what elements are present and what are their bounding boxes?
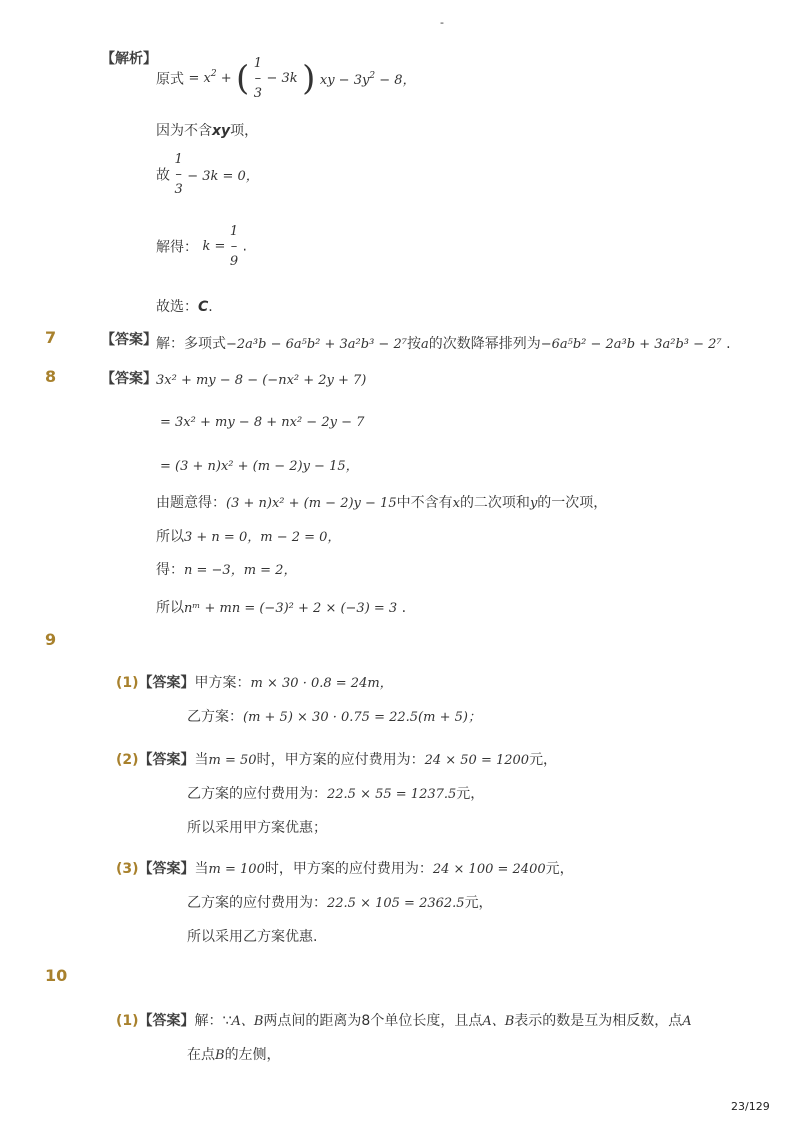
- points-ab: A、B: [231, 1014, 264, 1029]
- text-plan-a: 甲方案：: [194, 675, 251, 691]
- polynomial-expression: −2a³b − 6a⁵b² + 3a²b³ − 2⁷: [226, 337, 407, 352]
- text-linear: 的一次项，: [537, 495, 608, 511]
- q7-answer-line: [156, 333, 731, 353]
- q8-line-4: [156, 492, 607, 512]
- plan-b-expression: (m + 5) × 30 · 0.75 = 22.5(m + 5)；: [243, 710, 481, 725]
- fraction-numerator: 1: [174, 152, 183, 167]
- original-expression-label: 原式: [156, 71, 184, 88]
- header-mark: -: [440, 16, 444, 29]
- analysis-line-3: 故 1 – 3 − 3k = 0，: [156, 152, 259, 197]
- text-because: 解：∵: [194, 1013, 232, 1029]
- choice-letter: C: [198, 299, 209, 315]
- text-term: 项，: [230, 123, 259, 139]
- q9-part-3-conclusion: 所以采用乙方案优惠.: [187, 929, 318, 945]
- text-yuan: 元，: [545, 861, 574, 877]
- fraction-denominator: 3: [174, 182, 183, 197]
- text-given: 由题意得：: [156, 495, 226, 511]
- analysis-tag: 【解析】: [101, 51, 157, 67]
- plus-sign: +: [220, 71, 232, 86]
- text-plan-a-cost: 时，甲方案的应付费用为：: [256, 752, 425, 768]
- part-label: (3): [116, 861, 139, 877]
- text-yuan: 元，: [456, 786, 485, 802]
- part-label: (1): [116, 1013, 139, 1029]
- sorted-expression: −6a⁵b² − 2a³b + 3a²b³ − 2⁷: [540, 337, 722, 352]
- q8-expression: (3 + n)x² + (m − 2)y − 15: [226, 496, 397, 511]
- q10-part-1-line-2: [187, 1044, 281, 1064]
- q8-line-3: = (3 + n)x² + (m − 2)y − 15，: [160, 459, 359, 474]
- q8-result: nᵐ + mn = (−3)² + 2 × (−3) = 3: [184, 601, 398, 616]
- m-value: m = 100: [208, 862, 265, 877]
- text-so: 所以: [156, 529, 184, 545]
- plan-a-cost: 24 × 50 = 1200: [424, 753, 530, 768]
- period: .: [242, 238, 247, 255]
- q8-solution: n = −3，m = 2，: [184, 563, 297, 578]
- q8-line-6: [156, 559, 296, 579]
- text-descending: 的次数降幂排列为: [428, 336, 541, 352]
- analysis-line-5: [156, 296, 213, 316]
- page-number: 23/129: [731, 1100, 770, 1113]
- plan-b-cost: 22.5 × 55 = 1237.5: [327, 787, 457, 802]
- text-plan-b-cost: 乙方案的应付费用为：: [187, 895, 327, 911]
- m-value: m = 50: [208, 753, 257, 768]
- answer-tag: 【答案】: [101, 371, 157, 387]
- text-quadratic: 的二次项和: [459, 495, 530, 511]
- question-number-8: 8: [45, 367, 57, 386]
- equation-rest: − 3k = 0，: [187, 169, 259, 184]
- text-plan-a-cost: 时，甲方案的应付费用为：: [264, 861, 433, 877]
- point-a: A: [682, 1014, 692, 1029]
- text-polynomial: 解：多项式: [156, 336, 226, 352]
- variable-y: y: [529, 496, 538, 511]
- xy-variable: xy: [212, 123, 231, 139]
- q10-part-1-header: [116, 1010, 692, 1030]
- plan-a-expression: m × 30 · 0.8 = 24m，: [250, 676, 393, 691]
- q9-part-3-line-2: [187, 892, 493, 912]
- text-when: 当: [194, 861, 209, 877]
- text-yuan: 元，: [464, 895, 493, 911]
- text-distance: 两点间的距离为8个单位长度，且点: [263, 1013, 483, 1029]
- text-plan-b: 乙方案：: [187, 709, 243, 725]
- period: .: [208, 299, 213, 315]
- period: .: [401, 600, 407, 616]
- question-number-9: 9: [45, 630, 57, 649]
- text-because: 因为不含: [156, 123, 212, 139]
- expr-inner-term: − 3k: [266, 71, 298, 86]
- text-yuan: 元，: [529, 752, 558, 768]
- q9-part-2-line-2: [187, 783, 484, 803]
- period: .: [726, 336, 731, 352]
- q9-part-3-header: [116, 858, 574, 878]
- answer-tag: 【答案】: [138, 752, 195, 768]
- fraction-denominator: 3: [253, 86, 263, 101]
- text-when: 当: [194, 752, 209, 768]
- answer-tag: 【答案】: [138, 861, 195, 877]
- plan-b-cost: 22.5 × 105 = 2362.5: [327, 896, 465, 911]
- text-choose: 故选：: [156, 299, 198, 315]
- expr-x-term: = x: [188, 71, 211, 86]
- variable-a: a: [420, 337, 429, 352]
- text-get: 得：: [156, 562, 184, 578]
- text-left-side: 的左侧，: [224, 1047, 281, 1063]
- answer-tag: 【答案】: [138, 1013, 195, 1029]
- text-plan-b-cost: 乙方案的应付费用为：: [187, 786, 327, 802]
- part-label: (2): [116, 752, 139, 768]
- text-by: 按: [406, 336, 421, 352]
- q8-equations: 3 + n = 0，m − 2 = 0，: [184, 530, 341, 545]
- points-ab: A、B: [482, 1014, 515, 1029]
- expr-constant: − 8，: [379, 73, 416, 88]
- fraction-denominator: 9: [229, 254, 239, 269]
- text-opposite: 表示的数是互为相反数，点: [514, 1013, 683, 1029]
- q9-part-1-header: [116, 672, 393, 692]
- text-solve: 解得：: [156, 239, 198, 256]
- analysis-line-1: 原式 = $x^2$ + ( 1 – 3 − 3k ) xy − $3y^2 - 8$，: [156, 56, 416, 101]
- fraction-numerator: 1: [253, 56, 263, 71]
- q8-line-1: 3x² + my − 8 − (−nx² + 2y + 7): [156, 373, 367, 388]
- text-no-term: 中不含有: [396, 495, 453, 511]
- question-number-10: 10: [45, 966, 68, 985]
- answer-tag: 【答案】: [138, 675, 195, 691]
- text-therefore: 故: [156, 167, 170, 184]
- q8-line-2: = 3x² + my − 8 + nx² − 2y − 7: [160, 415, 365, 430]
- point-b: B: [215, 1048, 225, 1063]
- question-number-7: 7: [45, 328, 57, 347]
- variable-x: x: [452, 496, 460, 511]
- part-label: (1): [116, 675, 139, 691]
- analysis-line-2: [156, 120, 258, 140]
- text-so: 所以: [156, 600, 184, 616]
- plan-a-cost: 24 × 100 = 2400: [432, 862, 546, 877]
- q9-part-1-line-2: [187, 706, 481, 726]
- q8-line-5: [156, 526, 340, 546]
- fraction-numerator: 1: [229, 224, 239, 239]
- q9-part-2-header: [116, 749, 557, 769]
- k-equals: k =: [202, 239, 226, 254]
- answer-tag: 【答案】: [101, 332, 157, 348]
- text-at-point: 在点: [187, 1047, 215, 1063]
- analysis-line-4: 解得： k = 1 – 9 .: [156, 224, 247, 269]
- q9-part-2-conclusion: 所以采用甲方案优惠；: [187, 820, 327, 836]
- expr-xy-term: xy − 3y: [319, 73, 370, 88]
- q8-line-7: [156, 597, 406, 617]
